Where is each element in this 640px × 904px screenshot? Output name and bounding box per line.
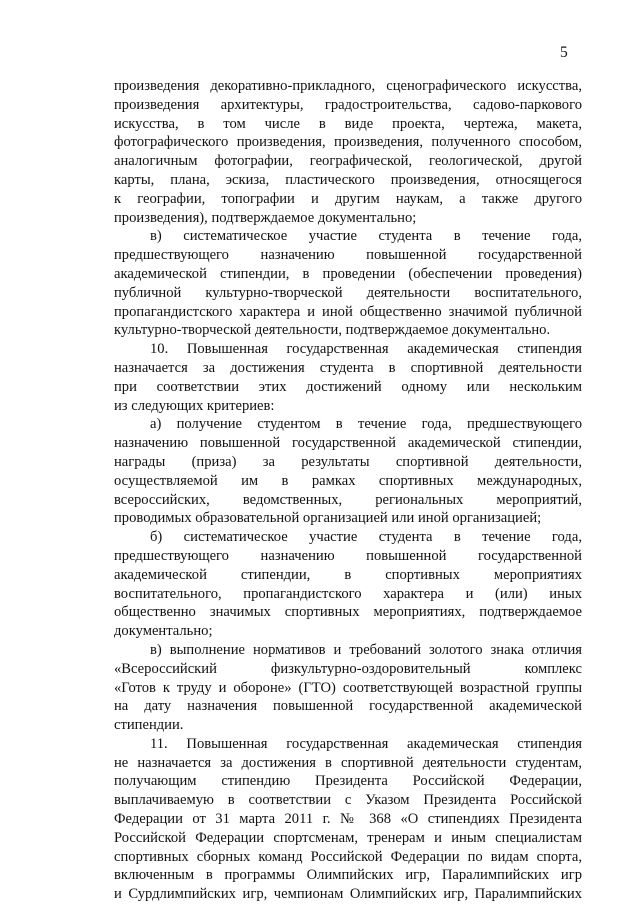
text-line: искусства, в том числе в виде проекта, чертежа, макета, bbox=[114, 115, 582, 132]
text-line: всероссийских, ведомственных, региональных мероприятий, bbox=[114, 491, 582, 508]
text-line: в) систематическое участие студента в течение года, bbox=[150, 228, 582, 245]
text-line: 11. Повышенная государственная академическая стипендия bbox=[150, 735, 582, 752]
text-line: воспитательного, пропагандистского характера и (или) иных bbox=[114, 585, 582, 602]
text-line: Федерации от 31 марта 2011 г. № 368 «О стипендиях Президента bbox=[114, 811, 582, 828]
text-line: осуществляемой им в рамках спортивных международных, bbox=[114, 472, 582, 489]
text-line: назначению повышенной государственной академической стипендии, bbox=[114, 435, 582, 452]
text-line: получающим стипендию Президента Российской Федерации, bbox=[114, 773, 582, 790]
text-line: произведения декоративно-прикладного, сценографического искусства, bbox=[114, 78, 582, 94]
text-line: произведения архитектуры, градостроительства, садово-паркового bbox=[114, 96, 582, 113]
document-body bbox=[114, 77, 582, 904]
text-line: и Сурдлимпийских игр, чемпионам Олимпийских игр, Паралимпийских bbox=[114, 886, 582, 903]
text-line: пропагандистского характера и иной общественно значимой публичной bbox=[114, 303, 582, 320]
text-line: культурно-творческой деятельности, подтверждаемое документально. bbox=[114, 322, 551, 339]
text-line: публичной культурно-творческой деятельности воспитательного, bbox=[114, 284, 582, 301]
text-line: к географии, топографии и другим наукам, а также другого bbox=[114, 190, 582, 207]
text-line: назначается за достижения студента в спортивной деятельности bbox=[114, 359, 582, 376]
text-line: «Готов к труду и обороне» (ГТО) соответствующей возрастной группы bbox=[114, 679, 582, 696]
text-line: общественно значимых спортивных мероприятиях, подтверждаемое bbox=[114, 604, 582, 621]
text-line: карты, плана, эскиза, пластического произведения, относящегося bbox=[114, 171, 582, 188]
text-line: награды (приза) за результаты спортивной деятельности, bbox=[114, 453, 582, 470]
page-number: 5 bbox=[560, 44, 568, 61]
text-line: фотографического произведения, произведения, полученного способом, bbox=[114, 134, 582, 151]
text-line: выплачиваемую в соответствии с Указом Президента Российской bbox=[114, 792, 582, 809]
text-line: спортивных сборных команд Российской Федерации по видам спорта, bbox=[114, 848, 582, 865]
text-line: аналогичным фотографии, географической, геологической, другой bbox=[114, 153, 582, 170]
text-line: включенным в программы Олимпийских игр, Паралимпийских игр bbox=[114, 867, 582, 884]
text-line: стипендии. bbox=[114, 717, 184, 734]
text-line: 10. Повышенная государственная академическая стипендия bbox=[150, 341, 582, 358]
text-line: академической стипендии, в спортивных мероприятиях bbox=[114, 566, 582, 583]
text-line: академической стипендии, в проведении (обеспечении проведения) bbox=[114, 265, 582, 282]
text-line: проводимых образовательной организацией или иной организацией; bbox=[114, 510, 542, 527]
text-line: произведения), подтверждаемое документально; bbox=[114, 209, 417, 226]
text-line: Российской Федерации спортсменам, тренерам и иным специалистам bbox=[114, 829, 582, 846]
text-line: на дату назначения повышенной государственной академической bbox=[114, 698, 582, 715]
text-line: в) выполнение нормативов и требований золотого знака отличия bbox=[150, 641, 582, 658]
text-line: предшествующего назначению повышенной государственной bbox=[114, 547, 582, 564]
text-line: документально; bbox=[114, 623, 213, 640]
text-line: б) систематическое участие студента в течение года, bbox=[150, 529, 582, 546]
text-line: из следующих критериев: bbox=[114, 397, 275, 414]
text-line: предшествующего назначению повышенной государственной bbox=[114, 247, 582, 264]
text-line: а) получение студентом в течение года, предшествующего bbox=[150, 416, 582, 433]
text-line: «Всероссийский физкультурно-оздоровительный комплекс bbox=[114, 660, 582, 677]
text-line: при соответствии этих достижений одному или нескольким bbox=[114, 378, 582, 395]
text-line: не назначается за достижения в спортивной деятельности студентам, bbox=[114, 754, 582, 771]
